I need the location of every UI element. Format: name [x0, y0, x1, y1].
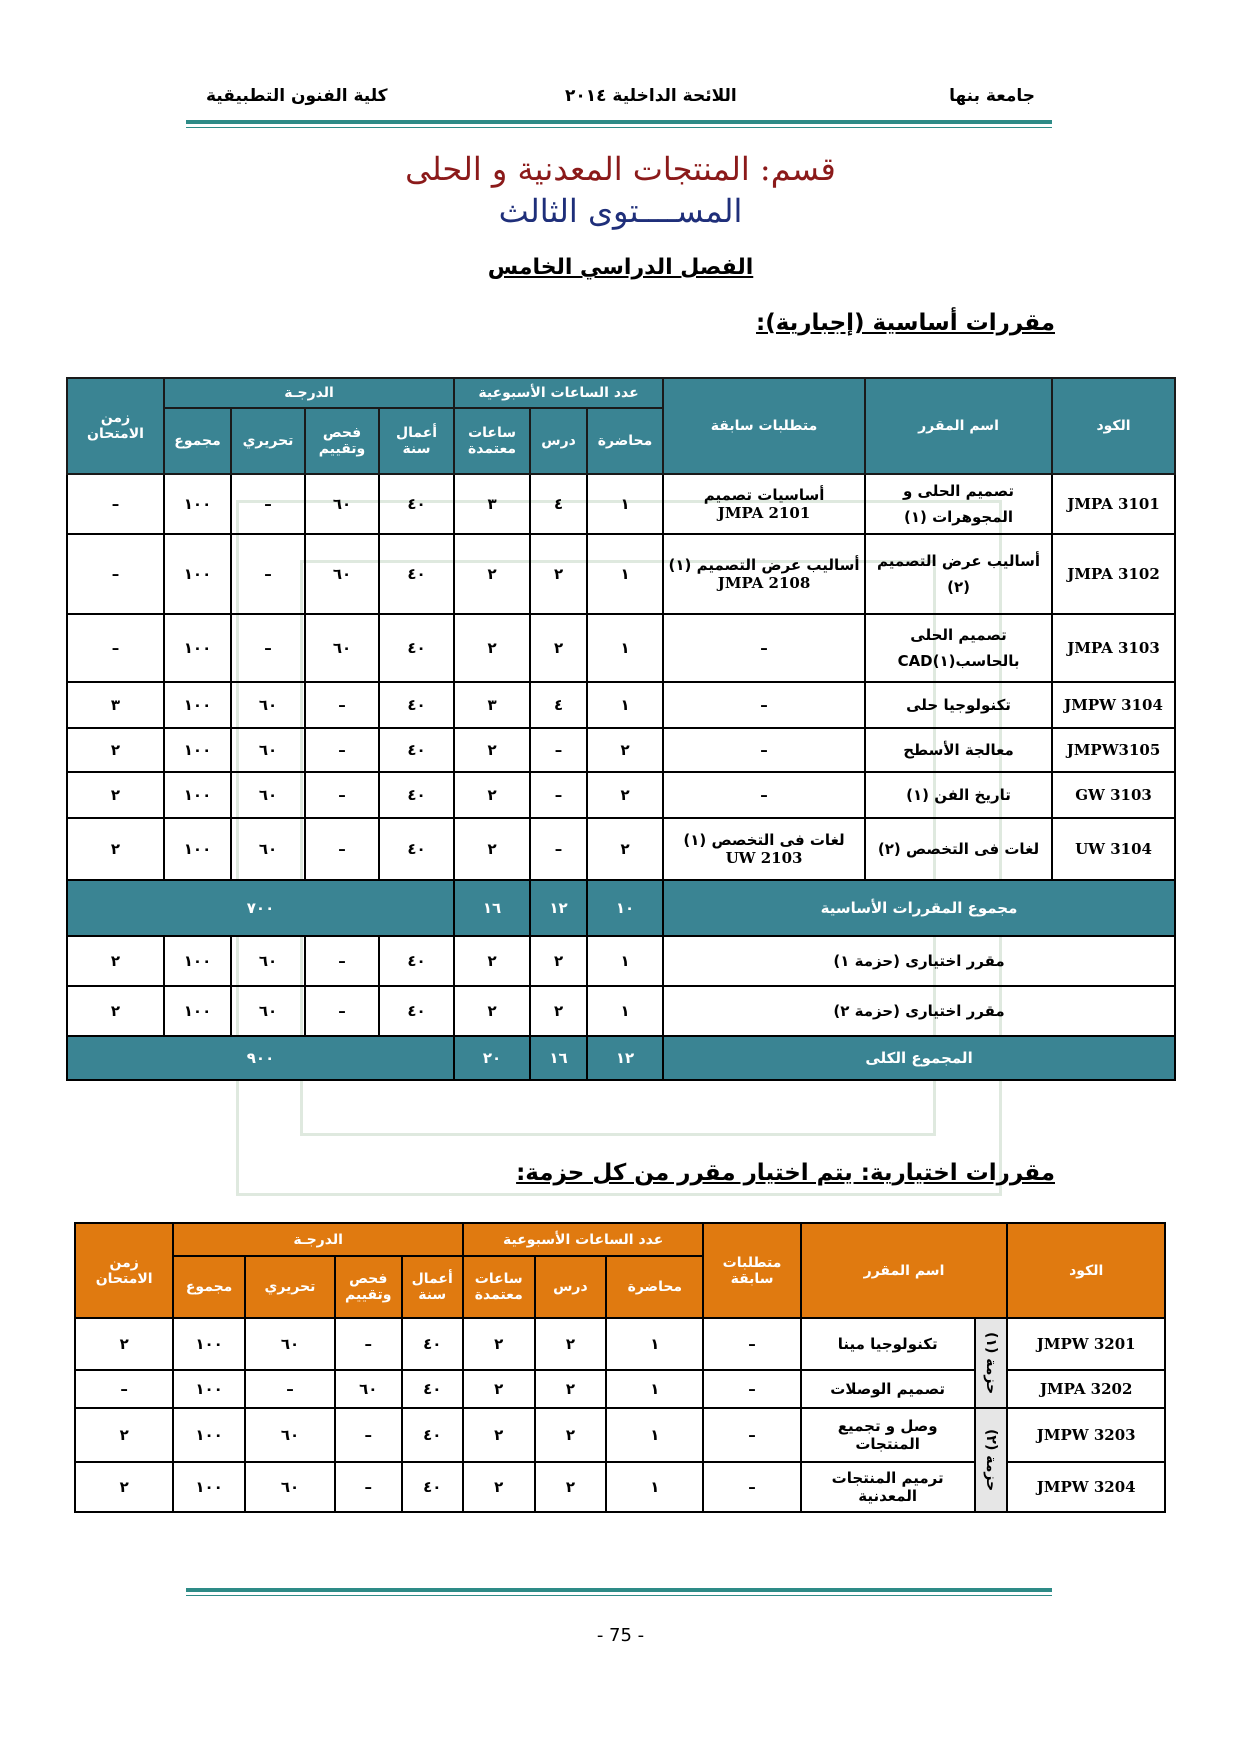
package-course-name: وصل و تجميع المنتجات: [801, 1408, 975, 1462]
course-written: –: [231, 534, 305, 614]
elective-exam-eval: –: [305, 986, 379, 1036]
grand-total-credit: ٢٠: [454, 1036, 530, 1080]
elective-credit: ٢: [454, 986, 530, 1036]
course-written: –: [231, 474, 305, 534]
header-regulation: اللائحة الداخلية ٢٠١٤: [565, 86, 737, 106]
level-title: المســــتوى الثالث: [498, 192, 743, 230]
package-course-total: ١٠٠: [173, 1462, 245, 1512]
package-course-credit: ٢: [463, 1408, 535, 1462]
elective-total: ١٠٠: [164, 986, 231, 1036]
course-exam-eval: –: [305, 728, 379, 772]
package-course-exam-eval: –: [335, 1318, 402, 1370]
course-credit: ٢: [454, 772, 530, 818]
col-year-work: أعمال سنة: [379, 408, 454, 474]
prereq-code: JMPA 2108: [717, 574, 811, 592]
course-total: ١٠٠: [164, 772, 231, 818]
core-total-lecture: ١٠: [587, 880, 663, 936]
course-year-work: ٤٠: [379, 772, 454, 818]
package-course-lecture: ١: [606, 1408, 703, 1462]
elective-total: ١٠٠: [164, 936, 231, 986]
course-prereq: [663, 682, 865, 728]
course-exam-time: –: [67, 614, 164, 682]
header-faculty: كلية الفنون التطبيقية: [206, 86, 388, 106]
course-lecture: ٢: [587, 728, 663, 772]
course-credit: ٢: [454, 534, 530, 614]
course-exam-time: ٢: [67, 772, 164, 818]
course-total: ١٠٠: [164, 818, 231, 880]
core-total-grade: ٧٠٠: [67, 880, 454, 936]
elective-label: مقرر اختيارى (حزمة ٢): [663, 986, 1175, 1036]
course-year-work: ٤٠: [379, 474, 454, 534]
core-courses-body: [67, 474, 1175, 880]
elective-year-work: ٤٠: [379, 986, 454, 1036]
package-course-credit: ٢: [463, 1462, 535, 1512]
pkg-col-lecture: محاضرة: [606, 1256, 703, 1318]
col-lecture: محاضرة: [587, 408, 663, 474]
semester-title-text: الفصل الدراسي الخامس: [487, 255, 754, 280]
course-year-work: ٤٠: [379, 614, 454, 682]
core-course-row: [67, 682, 1175, 728]
package-course-credit: ٢: [463, 1370, 535, 1408]
course-name: تصميم الحلى بالحاسب(١)CAD: [865, 614, 1052, 682]
package-course-exam-eval: –: [335, 1408, 402, 1462]
course-lecture: ٢: [587, 818, 663, 880]
elective-written: ٦٠: [231, 936, 305, 986]
course-lesson: –: [530, 728, 587, 772]
package-course-lecture: ١: [606, 1318, 703, 1370]
core-course-row: [67, 614, 1175, 682]
package-course-name: تكنولوجيا مينا: [801, 1318, 975, 1370]
elective-year-work: ٤٠: [379, 936, 454, 986]
course-year-work: ٤٠: [379, 534, 454, 614]
course-credit: ٢: [454, 728, 530, 772]
course-year-work: ٤٠: [379, 682, 454, 728]
col-course-name: اسم المقرر: [865, 378, 1052, 474]
core-total-row: [67, 880, 1175, 936]
elective-packages-table: [74, 1222, 1166, 1513]
course-lecture: ١: [587, 474, 663, 534]
course-lesson: –: [530, 818, 587, 880]
course-lecture: ١: [587, 682, 663, 728]
package-course-code: JMPW 3201: [1007, 1318, 1165, 1370]
header-rule-thin: [186, 127, 1052, 128]
package-course-total: ١٠٠: [173, 1408, 245, 1462]
col-code: الكود: [1052, 378, 1175, 474]
package-course-lesson: ٢: [535, 1318, 607, 1370]
elective-packages-body: [75, 1318, 1165, 1512]
col-exam-eval: فحص وتقييم: [305, 408, 379, 474]
grand-total-lecture: ١٢: [587, 1036, 663, 1080]
course-year-work: ٤٠: [379, 728, 454, 772]
package-course-year-work: ٤٠: [402, 1318, 463, 1370]
course-total: ١٠٠: [164, 728, 231, 772]
course-code: GW 3103: [1052, 772, 1175, 818]
pkg-col-lesson: درس: [535, 1256, 607, 1318]
package-course-exam-time: ٢: [75, 1462, 173, 1512]
course-total: ١٠٠: [164, 682, 231, 728]
course-prereq: [663, 474, 865, 534]
prereq-name: أساسيات تصميم: [703, 486, 825, 504]
pkg-col-year-work: أعمال سنة: [402, 1256, 463, 1318]
package-course-code: JMPW 3204: [1007, 1462, 1165, 1512]
course-lesson: ٤: [530, 474, 587, 534]
grand-total-lesson: ١٦: [530, 1036, 587, 1080]
core-course-row: [67, 772, 1175, 818]
package-course-lesson: ٢: [535, 1462, 607, 1512]
package-label-text: حزمة (٢): [983, 1428, 1000, 1492]
elective-summary-body: [67, 936, 1175, 1036]
elective-section-heading: مقررات اختيارية: يتم اختيار مقرر من كل حزمة:: [516, 1160, 1055, 1186]
package-course-code: JMPW 3203: [1007, 1408, 1165, 1462]
core-courses-table: [66, 377, 1176, 1081]
col-grade: الدرجـة: [164, 378, 454, 408]
elective-summary-row: [67, 936, 1175, 986]
course-lesson: ٢: [530, 614, 587, 682]
col-weekly-hours: عدد الساعات الأسبوعية: [454, 378, 663, 408]
course-name: أساليب عرض التصميم (٢): [865, 534, 1052, 614]
course-credit: ٢: [454, 818, 530, 880]
course-written: ٦٠: [231, 682, 305, 728]
department-title: قسم: المنتجات المعدنية و الحلى: [405, 150, 836, 188]
course-exam-eval: –: [305, 772, 379, 818]
package-course-prereq: –: [703, 1408, 800, 1462]
package-course-row: [75, 1318, 1165, 1370]
package-course-exam-eval: –: [335, 1462, 402, 1512]
course-total: ١٠٠: [164, 474, 231, 534]
course-year-work: ٤٠: [379, 818, 454, 880]
course-name: معالجة الأسطح: [865, 728, 1052, 772]
course-prereq: [663, 772, 865, 818]
pkg-col-total: مجموع: [173, 1256, 245, 1318]
elective-label: مقرر اختيارى (حزمة ١): [663, 936, 1175, 986]
course-exam-time: ٢: [67, 818, 164, 880]
course-exam-eval: ٦٠: [305, 614, 379, 682]
course-lesson: ٢: [530, 534, 587, 614]
elective-credit: ٢: [454, 936, 530, 986]
prereq-code: JMPA 2101: [717, 504, 811, 522]
elective-exam-time: ٢: [67, 936, 164, 986]
course-credit: ٣: [454, 682, 530, 728]
elective-lecture: ١: [587, 986, 663, 1036]
course-exam-eval: ٦٠: [305, 474, 379, 534]
header-rule: [186, 120, 1052, 124]
course-exam-time: ٣: [67, 682, 164, 728]
prereq-name: –: [760, 696, 768, 714]
course-name: تصميم الحلى و المجوهرات (١): [865, 474, 1052, 534]
package-course-name: تصميم الوصلات: [801, 1370, 975, 1408]
course-name: تاريخ الفن (١): [865, 772, 1052, 818]
elective-exam-time: ٢: [67, 986, 164, 1036]
core-total-credit: ١٦: [454, 880, 530, 936]
core-course-row: [67, 534, 1175, 614]
course-name: تكنولوجيا حلى: [865, 682, 1052, 728]
pkg-col-exam-eval: فحص وتقييم: [335, 1256, 402, 1318]
course-code: JMPW3105: [1052, 728, 1175, 772]
col-total: مجموع: [164, 408, 231, 474]
package-course-written: ٦٠: [245, 1462, 335, 1512]
course-code: JMPA 3101: [1052, 474, 1175, 534]
course-exam-time: –: [67, 474, 164, 534]
package-course-exam-time: ٢: [75, 1408, 173, 1462]
course-written: –: [231, 614, 305, 682]
package-course-name: ترميم المنتجات المعدنية: [801, 1462, 975, 1512]
package-course-exam-time: ٢: [75, 1318, 173, 1370]
package-course-lesson: ٢: [535, 1370, 607, 1408]
package-course-prereq: –: [703, 1370, 800, 1408]
grand-total-row: [67, 1036, 1175, 1080]
semester-title: [0, 255, 1241, 280]
package-label: [975, 1408, 1008, 1512]
package-course-credit: ٢: [463, 1318, 535, 1370]
core-course-row: [67, 474, 1175, 534]
col-prerequisites: متطلبات سابقة: [663, 378, 865, 474]
pkg-col-code: الكود: [1007, 1223, 1165, 1318]
package-course-exam-time: –: [75, 1370, 173, 1408]
course-lesson: ٤: [530, 682, 587, 728]
course-exam-time: ٢: [67, 728, 164, 772]
core-section-heading: مقررات أساسية (إجبارية):: [756, 310, 1055, 336]
prereq-name: أساليب عرض التصميم (١): [668, 556, 860, 574]
pkg-col-grade: الدرجـة: [173, 1223, 463, 1256]
course-written: ٦٠: [231, 772, 305, 818]
col-exam-time: زمن الامتحان: [67, 378, 164, 474]
course-code: JMPW 3104: [1052, 682, 1175, 728]
course-code: JMPA 3102: [1052, 534, 1175, 614]
package-course-lesson: ٢: [535, 1408, 607, 1462]
pkg-col-course-name: اسم المقرر: [801, 1223, 1008, 1318]
course-exam-time: –: [67, 534, 164, 614]
package-course-lecture: ١: [606, 1370, 703, 1408]
elective-lesson: ٢: [530, 936, 587, 986]
package-course-total: ١٠٠: [173, 1318, 245, 1370]
elective-lecture: ١: [587, 936, 663, 986]
package-label: [975, 1318, 1008, 1408]
course-exam-eval: –: [305, 682, 379, 728]
course-lecture: ١: [587, 534, 663, 614]
package-course-written: ٦٠: [245, 1408, 335, 1462]
pkg-col-exam-time: زمن الامتحان: [75, 1223, 173, 1318]
course-prereq: [663, 614, 865, 682]
package-label-text: حزمة (١): [983, 1331, 1000, 1395]
package-course-code: JMPA 3202: [1007, 1370, 1165, 1408]
elective-lesson: ٢: [530, 986, 587, 1036]
prereq-name: –: [760, 639, 768, 657]
course-total: ١٠٠: [164, 614, 231, 682]
package-course-prereq: –: [703, 1462, 800, 1512]
pkg-col-prerequisites: متطلبات سابقة: [703, 1223, 800, 1318]
page-number: - 75 -: [596, 1625, 645, 1646]
core-total-lesson: ١٢: [530, 880, 587, 936]
footer-rule: [186, 1588, 1052, 1592]
package-course-total: ١٠٠: [173, 1370, 245, 1408]
footer-rule-thin: [186, 1595, 1052, 1596]
pkg-col-weekly-hours: عدد الساعات الأسبوعية: [463, 1223, 704, 1256]
course-credit: ٢: [454, 614, 530, 682]
course-prereq: [663, 818, 865, 880]
package-course-year-work: ٤٠: [402, 1462, 463, 1512]
elective-written: ٦٠: [231, 986, 305, 1036]
col-written: تحريري: [231, 408, 305, 474]
package-course-exam-eval: ٦٠: [335, 1370, 402, 1408]
col-lesson: درس: [530, 408, 587, 474]
course-credit: ٣: [454, 474, 530, 534]
header-university: جامعة بنها: [949, 86, 1035, 106]
course-lesson: –: [530, 772, 587, 818]
pkg-col-credit-hours: ساعات معتمدة: [463, 1256, 535, 1318]
course-name: لغات فى التخصص (٢): [865, 818, 1052, 880]
core-course-row: [67, 728, 1175, 772]
pkg-col-written: تحريري: [245, 1256, 335, 1318]
course-exam-eval: –: [305, 818, 379, 880]
course-prereq: [663, 534, 865, 614]
course-exam-eval: ٦٠: [305, 534, 379, 614]
prereq-name: –: [760, 741, 768, 759]
grand-total-label: المجموع الكلى: [663, 1036, 1175, 1080]
elective-exam-eval: –: [305, 936, 379, 986]
core-course-row: [67, 818, 1175, 880]
grand-total-grade: ٩٠٠: [67, 1036, 454, 1080]
course-total: ١٠٠: [164, 534, 231, 614]
package-course-year-work: ٤٠: [402, 1370, 463, 1408]
course-written: ٦٠: [231, 728, 305, 772]
package-course-row: [75, 1408, 1165, 1462]
course-lecture: ١: [587, 614, 663, 682]
package-course-written: ٦٠: [245, 1318, 335, 1370]
prereq-code: UW 2103: [725, 849, 803, 867]
prereq-name: –: [760, 786, 768, 804]
course-code: UW 3104: [1052, 818, 1175, 880]
package-course-written: –: [245, 1370, 335, 1408]
package-course-year-work: ٤٠: [402, 1408, 463, 1462]
course-prereq: [663, 728, 865, 772]
elective-summary-row: [67, 986, 1175, 1036]
col-credit-hours: ساعات معتمدة: [454, 408, 530, 474]
package-course-prereq: –: [703, 1318, 800, 1370]
course-code: JMPA 3103: [1052, 614, 1175, 682]
course-written: ٦٠: [231, 818, 305, 880]
course-lecture: ٢: [587, 772, 663, 818]
core-total-label: مجموع المقررات الأساسية: [663, 880, 1175, 936]
package-course-lecture: ١: [606, 1462, 703, 1512]
prereq-name: لغات فى التخصص (١): [683, 831, 845, 849]
